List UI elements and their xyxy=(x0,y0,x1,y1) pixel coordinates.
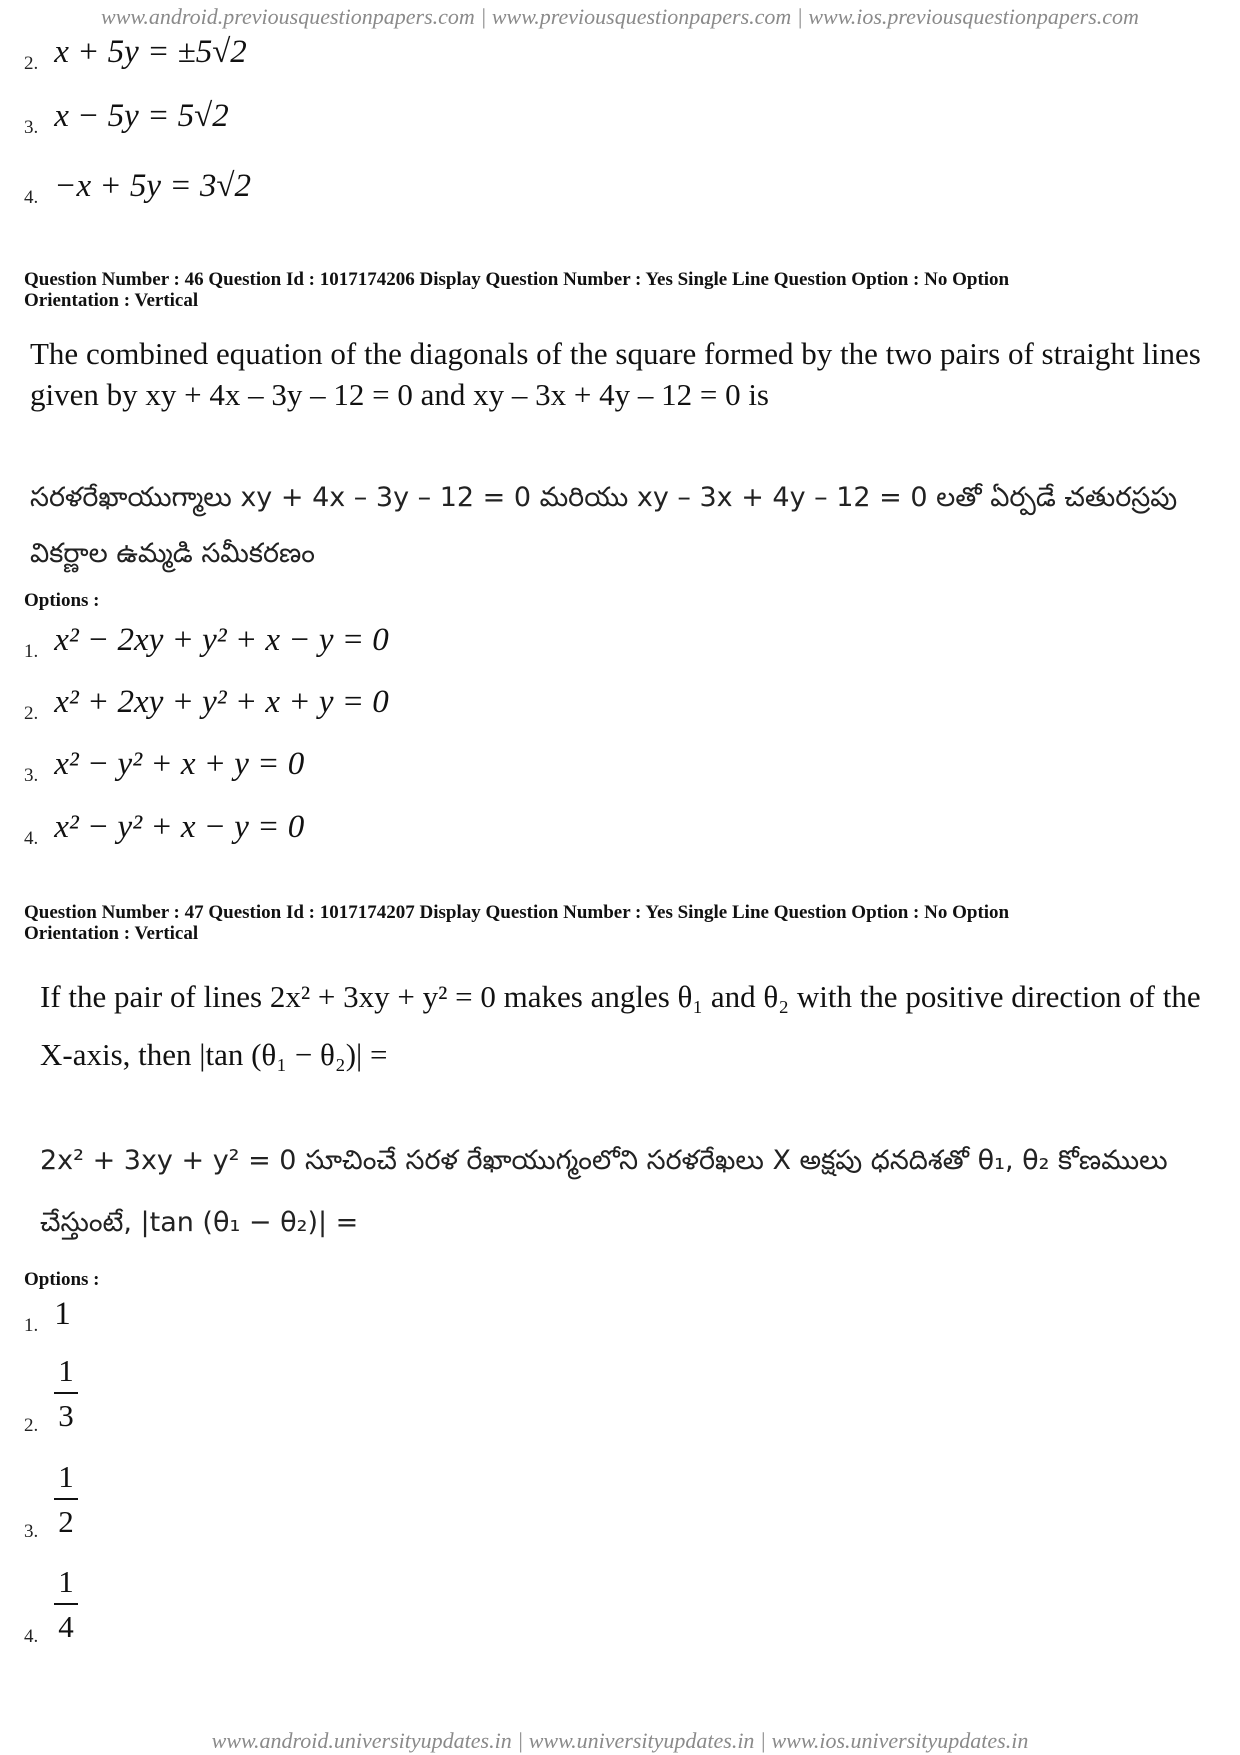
prev-option-3 xyxy=(24,98,229,138)
fraction-numerator: 1 xyxy=(54,1355,78,1394)
q47-option-1[interactable] xyxy=(24,1296,71,1336)
q47-stem-english: If the pair of lines 2x² + 3xy + y² = 0 makes angles θ₁ and θ₂ with the positive direction of the X-axis, then |tan (θ₁ − θ₂)| = xyxy=(40,979,1201,1072)
q46-option-1[interactable] xyxy=(24,622,389,662)
fraction-denominator: 3 xyxy=(58,1398,74,1433)
option-number: 2. xyxy=(24,703,39,724)
option-number: 3. xyxy=(24,1521,39,1542)
option-expression: x² + 2xy + y² + x + y = 0 xyxy=(54,684,389,720)
fraction-numerator: 1 xyxy=(54,1461,78,1500)
option-expression: x + 5y = ±5√2 xyxy=(54,34,247,70)
option-number: 4. xyxy=(24,1626,39,1647)
option-number: 2. xyxy=(24,53,39,74)
prev-option-4 xyxy=(24,168,251,208)
option-expression: x² − y² + x − y = 0 xyxy=(54,809,305,845)
fraction xyxy=(54,1461,78,1537)
page-header-watermark: www.android.previousquestionpapers.com | www.previousquestionpapers.com | www.ios.previousquestionpapers.com xyxy=(101,4,1139,29)
option-expression: x² − y² + x + y = 0 xyxy=(54,746,305,782)
option-number: 3. xyxy=(24,765,39,786)
q46-option-4[interactable] xyxy=(24,809,305,849)
option-number: 4. xyxy=(24,187,39,208)
q46-option-2[interactable] xyxy=(24,684,389,724)
option-value: 1 xyxy=(54,1296,71,1332)
prev-option-2 xyxy=(24,34,247,74)
option-number: 1. xyxy=(24,1315,39,1336)
option-number: 2. xyxy=(24,1415,39,1436)
q46-option-3[interactable] xyxy=(24,746,305,786)
fraction-denominator: 2 xyxy=(58,1504,74,1539)
page-footer-watermark: www.android.universityupdates.in | www.universityupdates.in | www.ios.universityupdates.in xyxy=(211,1728,1029,1753)
option-number: 1. xyxy=(24,641,39,662)
fraction-denominator: 4 xyxy=(58,1609,74,1644)
q47-stem-telugu: 2x² + 3xy + y² = 0 సూచించే సరళ రేఖాయుగ్మంలోని సరళరేఖలు X అక్షపు ధనదిశతో θ₁, θ₂ కోణములు చేస్తుంటే, |tan (θ₁ − θ₂)| = xyxy=(40,1145,1168,1238)
option-number: 4. xyxy=(24,828,39,849)
option-expression: x − 5y = 5√2 xyxy=(54,98,229,134)
fraction xyxy=(54,1355,78,1431)
fraction-numerator: 1 xyxy=(54,1566,78,1605)
q46-options-label: Options : xyxy=(24,590,100,611)
q46-stem-telugu: సరళరేఖాయుగ్మాలు xy + 4x – 3y – 12 = 0 మరియు xy – 3x + 4y – 12 = 0 లతో ఏర్పడే చతురస్రపు వికర్ణాల ఉమ్మడి సమీకరణం xyxy=(30,482,1178,569)
q46-stem-english: The combined equation of the diagonals of the square formed by the two pairs of straight lines given by xy + 4x – 3y – 12 = 0 and xy – 3x + 4y – 12 = 0 is xyxy=(30,336,1201,412)
option-expression: −x + 5y = 3√2 xyxy=(54,168,251,204)
q47-option-2[interactable] xyxy=(24,1353,78,1436)
q47-option-3[interactable] xyxy=(24,1459,78,1542)
q46-meta: Question Number : 46 Question Id : 1017174206 Display Question Number : Yes Single Line Question Option : No Option Orientation : Vertical xyxy=(24,269,1010,311)
fraction xyxy=(54,1566,78,1642)
q47-meta: Question Number : 47 Question Id : 1017174207 Display Question Number : Yes Single Line Question Option : No Option Orientation : Vertical xyxy=(24,902,1010,944)
q47-options-label: Options : xyxy=(24,1269,100,1290)
option-number: 3. xyxy=(24,117,39,138)
q47-option-4[interactable] xyxy=(24,1564,78,1647)
option-expression: x² − 2xy + y² + x − y = 0 xyxy=(54,622,389,658)
